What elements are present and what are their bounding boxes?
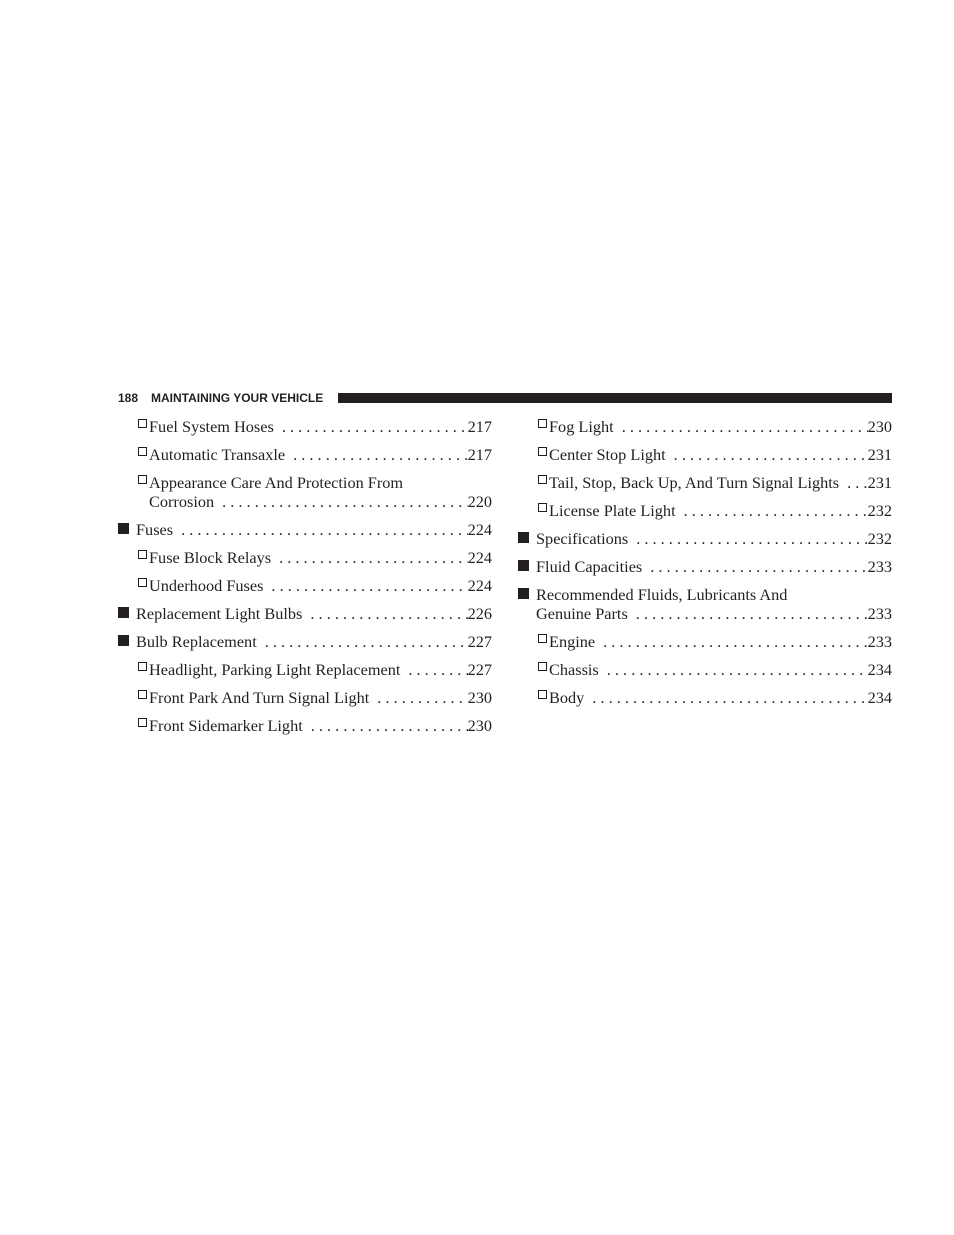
toc-entry-label-line1: Appearance Care And Protection From (149, 473, 404, 492)
toc-entry-page: 231 (867, 473, 892, 492)
toc-entry[interactable] (518, 468, 892, 496)
toc-entry-page: 224 (467, 548, 492, 567)
filled-square-icon (118, 604, 129, 623)
toc-entry[interactable] (518, 655, 892, 683)
toc-entry-label: Chassis (549, 660, 599, 679)
hollow-square-icon (138, 660, 147, 679)
toc-entry-page: 233 (867, 632, 892, 651)
filled-square-icon (118, 632, 129, 651)
hollow-square-icon (538, 501, 547, 520)
toc-entry-page: 234 (867, 688, 892, 707)
hollow-square-icon (138, 688, 147, 707)
toc-entry[interactable] (118, 627, 492, 655)
toc-entry-page: 232 (867, 501, 892, 520)
toc-entry-label: Bulb Replacement (136, 632, 257, 651)
toc-entry-label: Automatic Transaxle (149, 445, 286, 464)
header-rule (338, 393, 892, 403)
toc-entry-page: 227 (467, 632, 492, 651)
toc-entry-label: Front Sidemarker Light (149, 716, 303, 735)
hollow-square-icon (138, 576, 147, 595)
hollow-square-icon (538, 688, 547, 707)
toc-entry[interactable] (118, 599, 492, 627)
hollow-square-icon (538, 473, 547, 492)
page-header (118, 389, 892, 407)
hollow-square-icon (138, 548, 147, 567)
toc-entry-label: Front Park And Turn Signal Light (149, 688, 370, 707)
hollow-square-icon (138, 445, 147, 464)
hollow-square-icon (538, 632, 547, 651)
toc-entry-page: 224 (467, 520, 492, 539)
toc-entry-label: Fuses (136, 520, 174, 539)
toc-entry-label: Fluid Capacities (536, 557, 643, 576)
toc-entry-label: Fog Light (549, 417, 614, 436)
filled-square-icon (518, 585, 529, 604)
filled-square-icon (518, 529, 529, 548)
toc-entry[interactable] (118, 515, 492, 543)
toc-entry[interactable] (118, 440, 492, 468)
toc-entry-page: 224 (467, 576, 492, 595)
toc-entry-page: 234 (867, 660, 892, 679)
hollow-square-icon (538, 660, 547, 679)
toc-entry[interactable] (518, 412, 892, 440)
toc-entry-label: Fuel System Hoses (149, 417, 274, 436)
hollow-square-icon (538, 417, 547, 436)
toc-entry-label: Tail, Stop, Back Up, And Turn Signal Lights (549, 473, 840, 492)
toc-entry-page: 217 (467, 445, 492, 464)
toc-entry-page: 230 (467, 688, 492, 707)
toc-entry-label: Headlight, Parking Light Replacement (149, 660, 401, 679)
hollow-square-icon (138, 417, 147, 436)
hollow-square-icon (138, 716, 147, 735)
toc-left-column (118, 412, 492, 739)
toc-entry[interactable] (118, 412, 492, 440)
toc-entry[interactable] (118, 711, 492, 739)
page-number: 188 (118, 391, 139, 405)
toc-entry[interactable] (118, 655, 492, 683)
toc-entry[interactable] (518, 683, 892, 711)
toc-entry-label: Engine (549, 632, 596, 651)
toc-entry-page: 230 (467, 716, 492, 735)
toc-entry-page: 226 (467, 604, 492, 623)
toc-entry-page: 232 (867, 529, 892, 548)
toc-entry[interactable] (518, 524, 892, 552)
filled-square-icon (118, 520, 129, 539)
toc-entry-page: 217 (467, 417, 492, 436)
toc-entry-page: 233 (867, 557, 892, 576)
toc-entry-label: Center Stop Light (549, 445, 666, 464)
toc-entry-page: 230 (867, 417, 892, 436)
toc-entry[interactable] (118, 683, 492, 711)
filled-square-icon (518, 557, 529, 576)
toc-entry-page: 227 (467, 660, 492, 679)
toc-right-column (518, 412, 892, 711)
toc-entry[interactable] (118, 571, 492, 599)
section-title: MAINTAINING YOUR VEHICLE (151, 391, 324, 405)
toc-entry-page: 231 (867, 445, 892, 464)
toc-entry[interactable] (518, 496, 892, 524)
toc-entry-label: Corrosion (149, 492, 215, 511)
toc-entry-label: Specifications (536, 529, 629, 548)
toc-entry[interactable] (518, 580, 892, 627)
toc-entry[interactable] (518, 440, 892, 468)
toc-entry-label-line1: Recommended Fluids, Lubricants And (536, 585, 788, 604)
toc-entry-page: 233 (867, 604, 892, 623)
hollow-square-icon (138, 473, 147, 492)
toc-entry-label: Genuine Parts (536, 604, 628, 623)
toc-entry[interactable] (118, 543, 492, 571)
toc-entry-label: Replacement Light Bulbs (136, 604, 303, 623)
toc-entry-label: Body (549, 688, 585, 707)
toc-entry-label: License Plate Light (549, 501, 676, 520)
toc-entry[interactable] (518, 552, 892, 580)
toc-entry-label: Underhood Fuses (149, 576, 264, 595)
toc-entry-page: 220 (467, 492, 492, 511)
toc-entry[interactable] (118, 468, 492, 515)
hollow-square-icon (538, 445, 547, 464)
toc-entry[interactable] (518, 627, 892, 655)
toc-entry-label: Fuse Block Relays (149, 548, 272, 567)
